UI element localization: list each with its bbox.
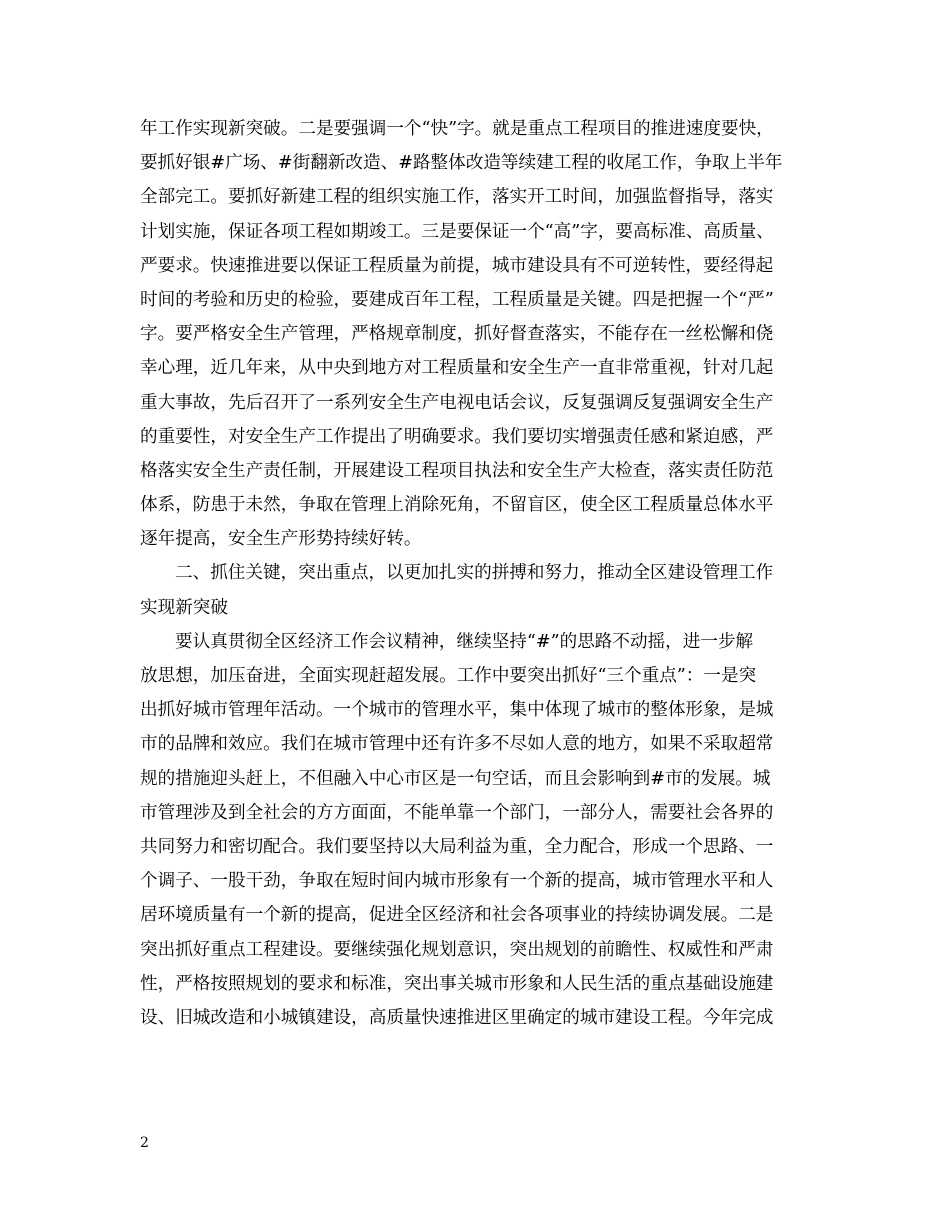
text-line: 体系，防患于未然，争取在管理上消除死角，不留盲区，使全区工程质量总体水平 <box>140 495 774 516</box>
text-line: 市管理涉及到全社会的方方面面，不能单靠一个部门，一部分人，需要社会各界的 <box>140 802 774 823</box>
text-line: 重大事故，先后召开了一系列安全生产电视电话会议，反复强调反复强调安全生产 <box>140 392 774 413</box>
text-line: 规的措施迎头赶上，不但融入中心市区是一句空话，而且会影响到#市的发展。城 <box>140 768 771 789</box>
text-line: 要认真贯彻全区经济工作会议精神，继续坚持“#”的思路不动摇，进一步解 <box>175 631 754 652</box>
text-line: 突出抓好重点工程建设。要继续强化规划意识，突出规划的前瞻性、权威性和严肃 <box>140 939 774 960</box>
text-line: 共同努力和密切配合。我们要坚持以大局利益为重，全力配合，形成一个思路、一 <box>140 836 774 857</box>
text-line: 性，严格按照规划的要求和标准，突出事关城市形象和人民生活的重点基础设施建 <box>140 973 774 994</box>
text-line: 全部完工。要抓好新建工程的组织实施工作，落实开工时间，加强监督指导，落实 <box>140 187 774 208</box>
body-text <box>140 112 820 1035</box>
page-number: 2 <box>140 1135 149 1151</box>
text-line: 市的品牌和效应。我们在城市管理中还有许多不尽如人意的地方，如果不采取超常 <box>140 734 774 755</box>
section-heading-line: 实现新突破 <box>140 597 228 618</box>
text-line: 时间的考验和历史的检验，要建成百年工程，工程质量是关键。四是把握一个“严” <box>140 289 774 310</box>
section-heading-line: 二、抓住关键，突出重点，以更加扎实的拼搏和努力，推动全区建设管理工作 <box>175 563 774 584</box>
text-line: 逐年提高，安全生产形势持续好转。 <box>140 529 422 550</box>
text-line: 的重要性，对安全生产工作提出了明确要求。我们要切实增强责任感和紧迫感，严 <box>140 426 774 447</box>
text-line: 出抓好城市管理年活动。一个城市的管理水平，集中体现了城市的整体形象，是城 <box>140 700 774 721</box>
text-line: 居环境质量有一个新的提高，促进全区经济和社会各项事业的持续协调发展。二是 <box>140 905 774 926</box>
text-line: 设、旧城改造和小城镇建设，高质量快速推进区里确定的城市建设工程。今年完成 <box>140 1007 774 1028</box>
text-line: 格落实安全生产责任制，开展建设工程项目执法和安全生产大检查，落实责任防范 <box>140 460 774 481</box>
text-line: 字。要严格安全生产管理，严格规章制度，抓好督查落实，不能存在一丝松懈和侥 <box>140 324 774 345</box>
text-line: 年工作实现新突破。二是要强调一个“快”字。就是重点工程项目的推进速度要快， <box>140 119 774 139</box>
text-line: 个调子、一股干劲，争取在短时间内城市形象有一个新的提高，城市管理水平和人 <box>140 871 774 892</box>
text-line: 严要求。快速推进要以保证工程质量为前提，城市建设具有不可逆转性，要经得起 <box>140 255 774 276</box>
text-line: 要抓好银#广场、#街翻新改造、#路整体改造等续建工程的收尾工作，争取上半年 <box>140 153 783 174</box>
text-line: 幸心理，近几年来，从中央到地方对工程质量和安全生产一直非常重视，针对几起 <box>140 358 774 379</box>
text-line: 计划实施，保证各项工程如期竣工。三是要保证一个“高”字，要高标准、高质量、 <box>140 221 774 242</box>
text-line: 放思想，加压奋进，全面实现赶超发展。工作中要突出抓好“三个重点”：一是突 <box>140 666 757 686</box>
